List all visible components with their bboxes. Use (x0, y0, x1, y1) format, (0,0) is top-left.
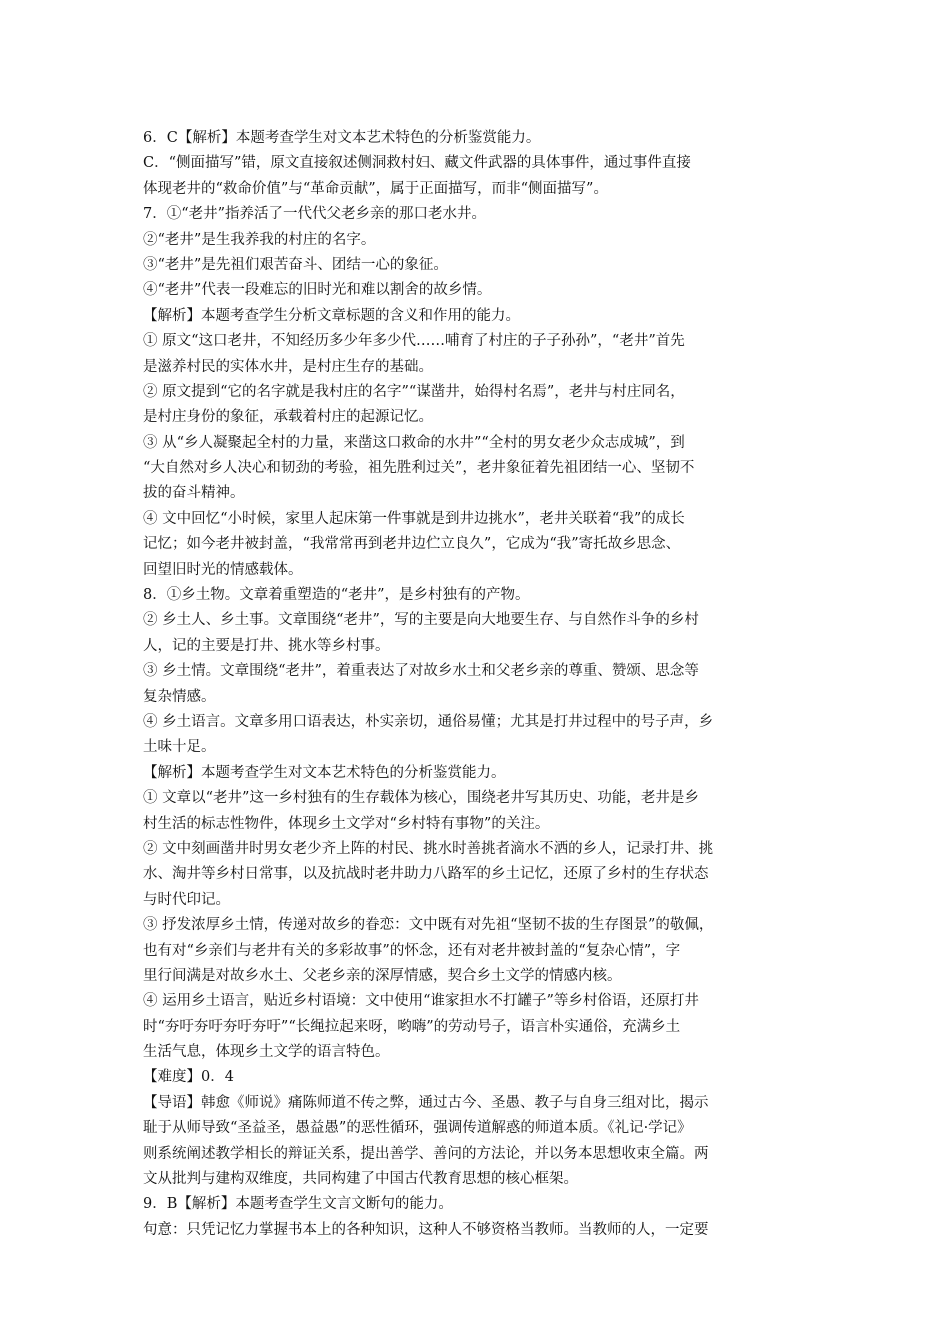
text-line: 记忆；如今老井被封盖，“我常常再到老井边伫立良久”，它成为“我”寄托故乡思念、 (143, 536, 681, 553)
text-line: C．“侧面描写”错，原文直接叙述侧洞救村妇、藏文件武器的具体事件，通过事件直接 (143, 155, 691, 172)
text-line: 人，记的主要是打井、挑水等乡村事。 (143, 637, 390, 654)
text-line: ③“老井”是先祖们艰苦奋斗、团结一心的象征。 (143, 256, 448, 273)
text-line: 时“夯吁夯吁夯吁夯吁”“长绳拉起来呀，哟嗨”的劳动号子，语言朴实通俗，充满乡土 (143, 1018, 681, 1035)
text-line: 则系统阐述教学相长的辩证关系，提出善学、善问的方法论，并以务本思想收束全篇。两 (143, 1145, 709, 1162)
text-line: 水、淘井等乡村日常事，以及抗战时老井助力八路军的乡土记忆，还原了乡村的生存状态 (143, 866, 709, 883)
text-line: 是村庄身份的象征，承载着村庄的起源记忆。 (143, 409, 433, 426)
text-line: 复杂情感。 (143, 688, 216, 705)
text-line: 里行间满是对故乡水土、父老乡亲的深厚情感，契合乡土文学的情感内核。 (143, 967, 622, 984)
text-line: 8．①乡土物。文章着重塑造的“老井”，是乡村独有的产物。 (143, 587, 530, 604)
text-line: “大自然对乡人决心和韧劲的考验，祖先胜利过关”，老井象征着先祖团结一心、坚韧不 (143, 460, 695, 477)
text-line: ② 乡土人、乡土事。文章围绕“老井”，写的主要是向大地要生存、与自然作斗争的乡村 (143, 612, 699, 629)
text-line: 也有对“乡亲们与老井有关的多彩故事”的怀念，还有对老井被封盖的“复杂心情”，字 (143, 942, 681, 959)
text-line: 生活气息，体现乡土文学的语言特色。 (143, 1044, 390, 1061)
text-line: ④“老井”代表一段难忘的旧时光和难以割舍的故乡情。 (143, 282, 492, 299)
text-line: ② 原文提到“它的名字就是我村庄的名字”“谋凿井，始得村名焉”，老井与村庄同名， (143, 383, 685, 400)
text-line: 体现老井的“救命价值”与“革命贡献”，属于正面描写，而非“侧面描写”。 (143, 180, 608, 197)
text-line: 回望旧时光的情感载体。 (143, 561, 303, 578)
text-line: 【解析】本题考查学生分析文章标题的含义和作用的能力。 (143, 307, 520, 324)
text-line: 与时代印记。 (143, 891, 230, 908)
text-line: 句意：只凭记忆力掌握书本上的各种知识，这种人不够资格当教师。当教师的人，一定要 (143, 1221, 709, 1238)
text-line: 村生活的标志性物件，体现乡土文学对“乡村特有事物”的关注。 (143, 815, 550, 832)
text-line: 【解析】本题考查学生对文本艺术特色的分析鉴赏能力。 (143, 764, 506, 781)
text-line: ④ 乡土语言。文章多用口语表达，朴实亲切，通俗易懂；尤其是打井过程中的号子声，乡 (143, 713, 714, 730)
text-line: ① 原文“这口老井，不知经历多少年多少代……哺育了村庄的子子孙孙”，“老井”首先 (143, 333, 685, 350)
text-line: 土味十足。 (143, 739, 216, 756)
text-line: ④ 文中回忆“小时候，家里人起床第一件事就是到井边挑水”，老井关联着“我”的成长 (143, 510, 685, 527)
document-body (143, 126, 808, 1243)
text-line: ③ 乡土情。文章围绕“老井”，着重表达了对故乡水土和父老乡亲的尊重、赞颂、思念等 (143, 663, 699, 680)
text-line: 文从批判与建构双维度，共同构建了中国古代教育思想的核心框架。 (143, 1171, 578, 1188)
text-line: 是滋养村民的实体水井，是村庄生存的基础。 (143, 358, 433, 375)
text-line: 6．C【解析】本题考查学生对文本艺术特色的分析鉴赏能力。 (143, 130, 541, 146)
text-line: 【难度】0．4 (143, 1069, 234, 1086)
text-line: ③ 从“乡人凝聚起全村的力量，来凿这口救命的水井”“全村的男女老少众志成城”，到 (143, 434, 685, 451)
text-line: 7．①“老井”指养活了一代代父老乡亲的那口老水井。 (143, 206, 487, 223)
text-line: 9．B【解析】本题考查学生文言文断句的能力。 (143, 1196, 453, 1213)
text-line: ② 文中刻画凿井时男女老少齐上阵的村民、挑水时善挑者滴水不洒的乡人，记录打井、挑 (143, 840, 714, 857)
text-line: ④ 运用乡土语言，贴近乡村语境：文中使用“谁家担水不打罐子”等乡村俗语，还原打井 (143, 993, 699, 1010)
text-line: 耻于从师导致“圣益圣，愚益愚”的恶性循环，强调传道解惑的师道本质。《礼记·学记》 (143, 1120, 692, 1137)
text-line: 拔的奋斗精神。 (143, 485, 245, 502)
text-line: ① 文章以“老井”这一乡村独有的生存载体为核心，围绕老井写其历史、功能，老井是乡 (143, 790, 699, 807)
text-line: 【导语】韩愈《师说》痛陈师道不传之弊，通过古今、圣愚、教子与自身三组对比，揭示 (143, 1094, 709, 1111)
text-line: ③ 抒发浓厚乡土情，传递对故乡的眷恋：文中既有对先祖“坚韧不拔的生存图景”的敬佩， (143, 917, 714, 934)
text-line: ②“老井”是生我养我的村庄的名字。 (143, 231, 376, 248)
